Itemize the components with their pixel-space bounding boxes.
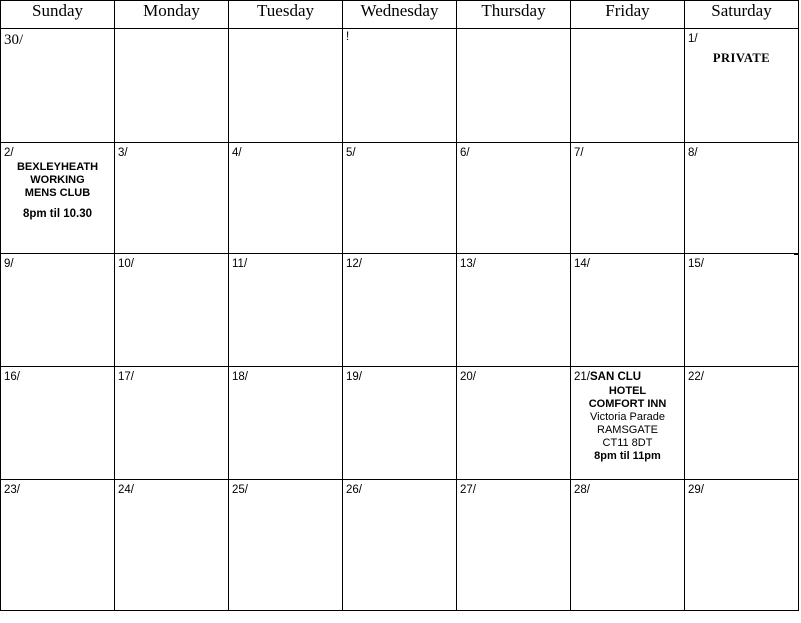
edge-tick-mark bbox=[794, 254, 799, 255]
calendar-day-cell[interactable] bbox=[571, 367, 685, 480]
day-number: 18/ bbox=[232, 371, 248, 383]
day-number: 20/ bbox=[460, 371, 476, 383]
day-number: 22/ bbox=[688, 371, 704, 383]
calendar-day-cell[interactable] bbox=[1, 254, 115, 367]
day-number-row bbox=[343, 367, 456, 385]
event-detail-line: CT11 8DT bbox=[602, 437, 653, 449]
calendar-day-cell[interactable] bbox=[229, 143, 343, 254]
day-number-row bbox=[229, 143, 342, 161]
event-detail-line: WORKING bbox=[30, 174, 85, 186]
day-number: 25/ bbox=[232, 484, 248, 496]
day-number: 11/ bbox=[232, 258, 248, 270]
event-detail-line: COMFORT INN bbox=[588, 398, 667, 410]
day-number: 14/ bbox=[574, 258, 590, 270]
calendar-day-cell[interactable] bbox=[685, 254, 799, 367]
day-number-row bbox=[1, 254, 114, 272]
calendar-day-cell[interactable] bbox=[115, 480, 229, 611]
calendar-week-row bbox=[1, 254, 799, 367]
event-detail-line: 8pm til 11pm bbox=[594, 450, 661, 462]
calendar-day-cell[interactable] bbox=[457, 367, 571, 480]
day-number: 1/ bbox=[688, 33, 698, 45]
day-number: 9/ bbox=[4, 258, 14, 270]
calendar-day-cell[interactable] bbox=[229, 367, 343, 480]
calendar-day-cell[interactable] bbox=[1, 29, 115, 143]
weekday-header-wednesday: Wednesday bbox=[343, 1, 457, 29]
day-number: 16/ bbox=[4, 371, 20, 383]
weekday-header-tuesday: Tuesday bbox=[229, 1, 343, 29]
day-number-row bbox=[115, 367, 228, 385]
calendar-day-cell[interactable] bbox=[229, 254, 343, 367]
calendar-week-row bbox=[1, 29, 799, 143]
day-number: 30/ bbox=[4, 32, 24, 48]
day-number: 5/ bbox=[346, 147, 356, 159]
day-number-row bbox=[457, 480, 570, 498]
event-title-inline: SAN CLU bbox=[590, 371, 642, 383]
day-number-row bbox=[685, 480, 798, 498]
day-number-row bbox=[571, 254, 684, 272]
day-number-row bbox=[457, 254, 570, 272]
day-number-row bbox=[457, 143, 570, 161]
calendar-week-row bbox=[1, 367, 799, 480]
day-number: 21/ bbox=[574, 371, 590, 383]
calendar-day-cell[interactable] bbox=[115, 29, 229, 143]
calendar-day-cell[interactable] bbox=[457, 480, 571, 611]
day-number: 17/ bbox=[118, 371, 134, 383]
day-number: 12/ bbox=[346, 258, 362, 270]
day-number-row bbox=[1, 29, 114, 49]
day-number: 23/ bbox=[4, 484, 20, 496]
day-number: 10/ bbox=[118, 258, 134, 270]
day-number-row bbox=[115, 480, 228, 498]
day-number-row bbox=[229, 480, 342, 498]
day-number-row bbox=[343, 480, 456, 498]
calendar-day-cell[interactable] bbox=[571, 29, 685, 143]
day-number-row bbox=[571, 480, 684, 498]
day-number: 7/ bbox=[574, 147, 584, 159]
calendar-day-cell[interactable] bbox=[685, 480, 799, 611]
day-number: 19/ bbox=[346, 371, 362, 383]
day-number: 8/ bbox=[688, 147, 698, 159]
day-number-row bbox=[343, 29, 456, 43]
day-number: 13/ bbox=[460, 258, 476, 270]
day-number: 26/ bbox=[346, 484, 362, 496]
event-time: 8pm til 10.30 bbox=[22, 208, 93, 220]
day-number: 29/ bbox=[688, 484, 704, 496]
day-number-row bbox=[1, 367, 114, 385]
weekday-header-sunday: Sunday bbox=[1, 1, 115, 29]
day-number-row bbox=[1, 480, 114, 498]
cell-marker: ! bbox=[346, 31, 350, 43]
calendar-day-cell[interactable] bbox=[1, 367, 115, 480]
calendar-day-cell[interactable] bbox=[229, 480, 343, 611]
calendar-day-cell[interactable] bbox=[571, 480, 685, 611]
calendar-week-row bbox=[1, 143, 799, 254]
day-number-row bbox=[229, 367, 342, 385]
weekday-header-monday: Monday bbox=[115, 1, 229, 29]
day-number-row bbox=[229, 254, 342, 272]
event-detail-line: RAMSGATE bbox=[597, 424, 658, 436]
event-detail-line: MENS CLUB bbox=[24, 187, 91, 199]
calendar-day-cell[interactable] bbox=[457, 143, 571, 254]
calendar-day-cell[interactable] bbox=[685, 143, 799, 254]
calendar-day-cell[interactable] bbox=[685, 29, 799, 143]
day-number: 24/ bbox=[118, 484, 134, 496]
event-detail-line: BEXLEYHEATH bbox=[16, 161, 99, 173]
calendar-day-cell[interactable] bbox=[343, 143, 457, 254]
day-number-row bbox=[343, 254, 456, 272]
calendar-day-cell[interactable] bbox=[115, 143, 229, 254]
day-number-row bbox=[115, 143, 228, 161]
calendar-day-cell[interactable] bbox=[229, 29, 343, 143]
calendar-day-cell[interactable] bbox=[115, 254, 229, 367]
calendar-week-row bbox=[1, 480, 799, 611]
calendar-day-cell[interactable] bbox=[571, 254, 685, 367]
calendar-day-cell[interactable] bbox=[685, 367, 799, 480]
day-number-row bbox=[457, 367, 570, 385]
calendar-header-row bbox=[1, 1, 799, 29]
calendar-day-cell[interactable] bbox=[1, 480, 115, 611]
weekday-header-saturday: Saturday bbox=[685, 1, 799, 29]
calendar-day-cell[interactable] bbox=[343, 29, 457, 143]
day-number: 6/ bbox=[460, 147, 470, 159]
day-number-row bbox=[685, 367, 798, 385]
day-number: 2/ bbox=[4, 147, 14, 159]
day-number-row bbox=[685, 143, 798, 161]
calendar-day-cell[interactable] bbox=[343, 254, 457, 367]
calendar-body bbox=[1, 29, 799, 611]
day-number-row bbox=[571, 143, 684, 161]
day-number-row bbox=[571, 367, 684, 385]
calendar-day-cell[interactable] bbox=[343, 367, 457, 480]
calendar-day-cell[interactable] bbox=[1, 143, 115, 254]
day-number: 15/ bbox=[688, 258, 704, 270]
weekday-header-thursday: Thursday bbox=[457, 1, 571, 29]
day-number-row bbox=[1, 143, 114, 161]
day-number-row bbox=[343, 143, 456, 161]
day-number: 27/ bbox=[460, 484, 476, 496]
calendar-day-cell[interactable] bbox=[457, 29, 571, 143]
event-label-private: PRIVATE bbox=[712, 51, 771, 65]
calendar-day-cell[interactable] bbox=[457, 254, 571, 367]
calendar-day-cell[interactable] bbox=[115, 367, 229, 480]
event-detail-line: Victoria Parade bbox=[589, 411, 665, 423]
day-number: 28/ bbox=[574, 484, 590, 496]
day-number-row bbox=[115, 254, 228, 272]
day-number-row bbox=[685, 29, 798, 47]
day-number: 3/ bbox=[118, 147, 128, 159]
event-detail-line: HOTEL bbox=[608, 385, 647, 397]
calendar-day-cell[interactable] bbox=[343, 480, 457, 611]
calendar-day-cell[interactable] bbox=[571, 143, 685, 254]
day-number: 4/ bbox=[232, 147, 242, 159]
weekday-header-friday: Friday bbox=[571, 1, 685, 29]
day-number-row bbox=[685, 254, 798, 272]
